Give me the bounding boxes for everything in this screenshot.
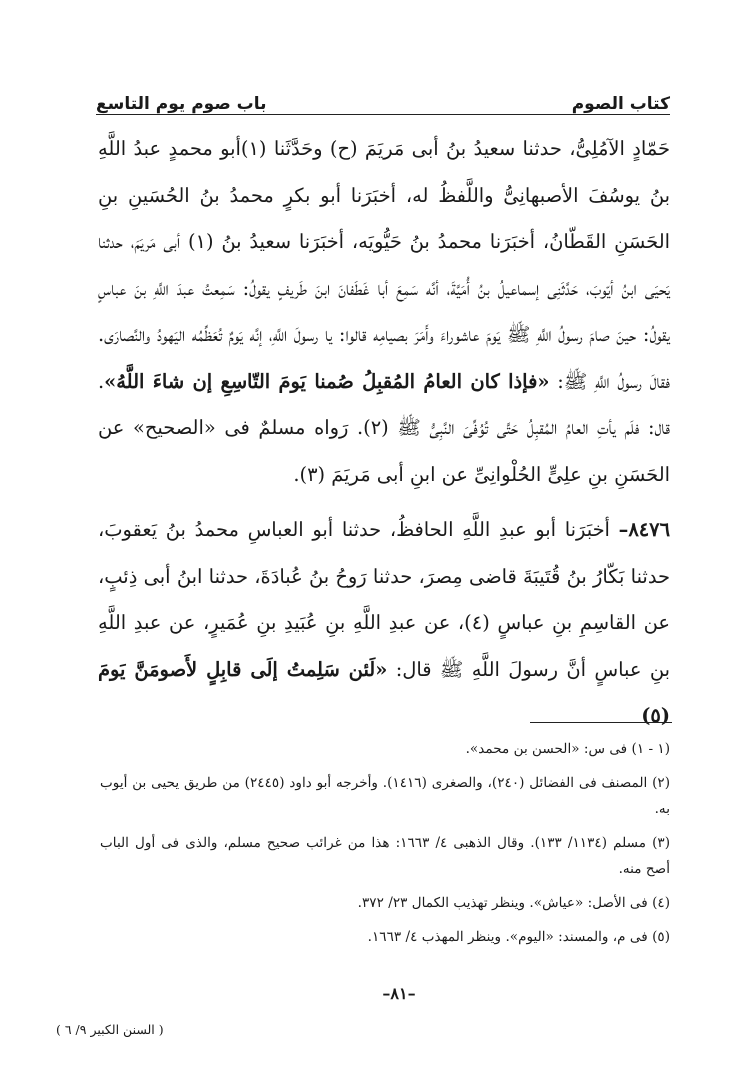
section-title: باب صوم يوم التاسع xyxy=(96,94,267,114)
footnote-2: (٢) المصنف فى الفضائل (٢٤٠)، والصغرى (١٤١٦). وأخرجه أبو داود (٢٤٤٥) من طريق يحيى بن أيوب به. xyxy=(100,775,671,817)
footnotes xyxy=(100,736,670,958)
main-text xyxy=(98,126,670,740)
footnote-4: (٤) فى الأصل: «عياش». وينظر تهذيب الكمال ٢٣/ ٣٧٢. xyxy=(357,895,670,911)
footnote-5: (٥) فى م، والمسند: «اليوم». وينظر المهذب ٤/ ١٦٦٣. xyxy=(367,929,670,945)
prophet-quote-1: «فإذا كان العامُ المُقبِلُ صُمنا يَومَ التّاسِعِ إن شاءَ اللَّهُ» xyxy=(104,369,550,393)
running-header xyxy=(96,84,670,114)
page-number: –٨١– xyxy=(382,984,416,1003)
paragraph-2 xyxy=(98,507,670,740)
header-rule xyxy=(96,114,670,115)
paragraph-1 xyxy=(98,126,670,498)
prophet-quote-2: «لَئن سَلِمتُ إلَى قابِلٍ لأَصومَنَّ يَومَ (٥) xyxy=(98,657,670,727)
paragraph-1-text-b: . قال: فلَم يأتِ العامُ المُقبِلُ حَتَّى تُوُفِّىَ النَّبِىُّ ﷺ (٢). رَواه مسلمٌ فى «الصحيح» عن الحَسَنِ بنِ علِىٍّ الحُلْوانِىِّ عن ابنِ أبى مَريَمَ (٣). xyxy=(98,369,670,486)
footnote-3: (٣) مسلم (١١٣٤/ ١٣٣). وقال الذهبى ٤/ ١٦٦٣: هذا من غرائب صحيح مسلم، والذى فى أول الباب أصح منه. xyxy=(100,835,671,877)
paragraph-2-text-a: أخبَرَنا أبو عبدِ اللَّهِ الحافظُ، حدثنا أبو العباسِ محمدُ بنُ يَعقوبَ، حدثنا بَكّارُ بنُ قُتَيبَةَ قاضى مِصرَ، حدثنا رَوحُ بنُ عُبادَةَ، حدثنا ابنُ أبى ذِئبٍ، عن القاسِمِ بنِ عباسٍ (٤)، عن عبدِ اللَّهِ بنِ عُبَيدِ بنِ عُمَيرٍ، عن عبدِ اللَّهِ بنِ عباسٍ أنَّ رسولَ اللَّهِ ﷺ قال: xyxy=(98,518,671,681)
chapter-title: كتاب الصوم xyxy=(571,94,670,114)
book-reference: ( السنن الكبير ٩/ ٦ ) xyxy=(56,1022,164,1037)
footnote-1: (١ - ١) فى س: «الحسن بن محمد». xyxy=(465,741,670,757)
hadith-number: ٨٤٧٦– xyxy=(618,518,670,541)
paragraph-1-text-a: حَمّادٍ الآمُلِىُّ، حدثنا سعيدُ بنُ أبى مَريَمَ (ح) وحَدَّثَنا (١)أبو محمدٍ عبدُ اللَّهِ بنُ يوسُفَ الأصبهانِىُّ واللَّفظُ له، أخبَرَنا أبو بكرٍ محمدُ بنُ الحُسَينِ بنِ الحَسَنِ القَطّانُ، أخبَرَنا محمدُ بنُ حَيُّويَه، أخبَرَنا سعيدُ بنُ (١) أبى مَريَمَ، حدثنا يَحيَى ابنُ أيّوبَ، حَدَّثَنِى إسماعيلُ بنُ أُمَيَّةَ، أنَّه سَمِعَ أبا غَطَفانَ ابنَ طَريفٍ يقولُ: سَمِعتُ عبدَ اللَّهِ بنَ عباسٍ يقولُ: حينَ صامَ رسولُ اللَّهِ ﷺ يَومَ عاشوراءَ وأَمَرَ بصيامِه قالوا: يا رسولَ اللَّهِ، إنَّه يَومٌ تُعَظِّمُه اليَهودُ والنَّصارَى. فقالَ رسولُ اللَّهِ ﷺ: xyxy=(98,137,670,393)
footnote-rule xyxy=(530,722,672,723)
